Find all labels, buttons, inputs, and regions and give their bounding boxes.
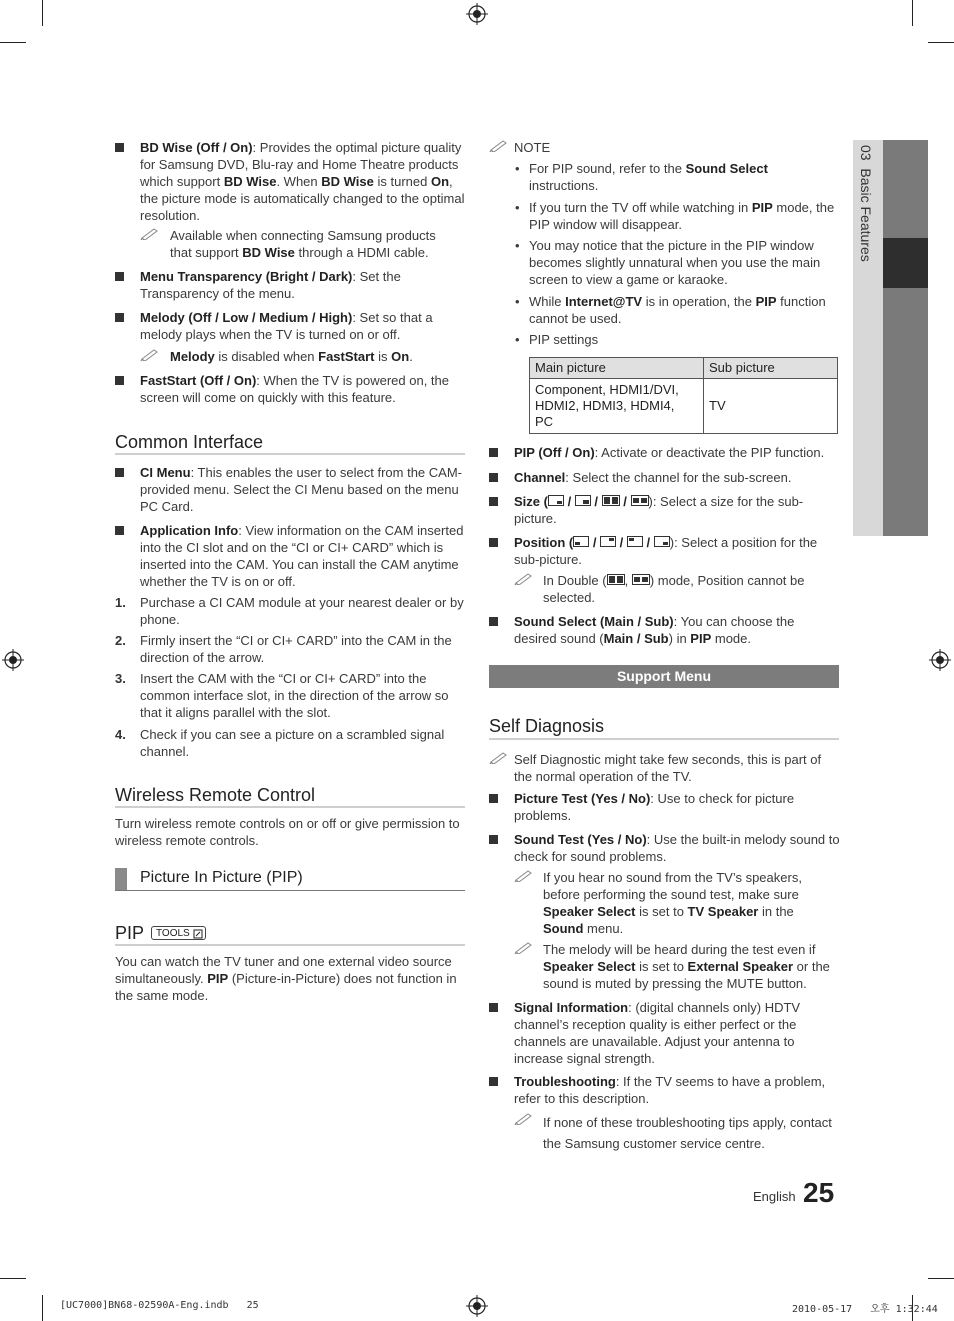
step-number: 1. bbox=[115, 595, 126, 610]
sound-test-note bbox=[543, 869, 843, 937]
troubleshooting-item bbox=[514, 1073, 844, 1107]
melody-item bbox=[140, 309, 470, 343]
item-text: resolution. bbox=[140, 208, 200, 223]
note-text: PIP bbox=[751, 200, 773, 215]
size-double-icon bbox=[607, 574, 625, 585]
item-text: for Samsung DVD, Blu-ray and Home Theatre products bbox=[140, 157, 459, 172]
note-text: Internet@TV bbox=[565, 294, 643, 309]
bullet-icon bbox=[489, 497, 498, 506]
note-pencil-icon bbox=[514, 1111, 534, 1125]
step-text bbox=[140, 726, 470, 760]
item-title: Signal Information bbox=[514, 1000, 629, 1015]
item-text: screen will come on quickly with this feature. bbox=[140, 390, 396, 405]
item-text: the picture mode is automatically changed to the optimal bbox=[140, 191, 465, 206]
note-pencil-icon bbox=[514, 868, 534, 882]
bullet-icon bbox=[489, 538, 498, 547]
item-text: BD Wise bbox=[223, 174, 277, 189]
note-text: In Double ( bbox=[543, 573, 607, 588]
item-text: check for sound problems. bbox=[514, 849, 667, 864]
separator: / bbox=[589, 535, 601, 550]
note-text: Speaker Select bbox=[543, 904, 636, 919]
note-text: before performing the sound test, make sure bbox=[543, 887, 799, 902]
note-text: While bbox=[529, 294, 566, 309]
size-double-wide-icon bbox=[632, 574, 650, 585]
item-text: : You can choose the bbox=[673, 614, 795, 629]
pip-onoff-item bbox=[514, 444, 844, 461]
item-text: : Set the bbox=[352, 269, 401, 284]
note-text: The melody will be heard during the test even if bbox=[543, 942, 816, 957]
bullet-icon bbox=[489, 1003, 498, 1012]
size-large-icon bbox=[575, 495, 591, 506]
registration-target-icon bbox=[2, 649, 24, 671]
item-text: channels are unavailable. Adjust your antenna to bbox=[514, 1034, 795, 1049]
step-line: Check if you can see a picture on a scrambled signal bbox=[140, 727, 445, 742]
note-text: Available when connecting Samsung products bbox=[170, 228, 436, 243]
cell-line: PC bbox=[535, 414, 554, 429]
side-tab-label bbox=[858, 145, 874, 262]
bullet-icon bbox=[115, 468, 124, 477]
item-text: : Set so that a bbox=[352, 310, 433, 325]
note-text: becomes slightly unnatural when you use the main bbox=[529, 255, 821, 270]
heading-rule bbox=[115, 944, 465, 946]
bullet-icon bbox=[489, 473, 498, 482]
table-cell: TV bbox=[704, 379, 838, 434]
note-text: For PIP sound, refer to the bbox=[529, 161, 686, 176]
item-text: ) in bbox=[668, 631, 691, 646]
body-line: simultaneously. bbox=[115, 971, 208, 986]
heading-rule bbox=[489, 738, 839, 740]
note-text: screen to view a game or karaoke. bbox=[529, 272, 728, 287]
step-number: 2. bbox=[115, 633, 126, 648]
item-text: ): Select a position for the bbox=[669, 535, 818, 550]
note-text: function bbox=[776, 294, 826, 309]
body-line: wireless remote controls. bbox=[115, 833, 259, 848]
item-text: Main / Sub bbox=[603, 631, 669, 646]
item-title: Channel bbox=[514, 470, 566, 485]
note-text: Speaker Select bbox=[543, 959, 636, 974]
size-small-icon bbox=[548, 495, 564, 506]
item-text: : When the TV is powered on, the bbox=[256, 373, 449, 388]
separator: / bbox=[590, 494, 602, 509]
registration-target-icon bbox=[929, 649, 951, 671]
bullet-icon bbox=[489, 448, 498, 457]
item-text: inserted into the CAM. You can install the CAM anytime bbox=[140, 557, 459, 572]
table-header-row bbox=[530, 358, 838, 379]
item-text: PC Card. bbox=[140, 499, 194, 514]
channel-item bbox=[514, 469, 844, 486]
position-note bbox=[543, 572, 843, 606]
bullet-icon bbox=[115, 143, 124, 152]
item-text: channel’s reception quality is either perfect or the bbox=[514, 1017, 797, 1032]
bullet-icon bbox=[115, 272, 124, 281]
step-line: that it aligns parallel with the slot. bbox=[140, 705, 331, 720]
troubleshooting-note bbox=[543, 1112, 843, 1154]
item-text: which support bbox=[140, 174, 224, 189]
item-text: is turned bbox=[373, 174, 431, 189]
item-text: whether the TV is on or off. bbox=[140, 574, 296, 589]
item-title: FastStart (Off / On) bbox=[140, 373, 257, 388]
pip-note bbox=[529, 199, 844, 233]
pip-note bbox=[529, 160, 844, 194]
bullet-icon bbox=[115, 313, 124, 322]
note-text: the Samsung customer service centre. bbox=[543, 1136, 765, 1151]
body-line: the same mode. bbox=[115, 988, 209, 1003]
separator: / bbox=[563, 494, 575, 509]
note-text: cannot be used. bbox=[529, 311, 622, 326]
note-pencil-icon bbox=[489, 138, 509, 152]
registration-target-icon bbox=[466, 3, 488, 25]
note-text: through a HDMI cable. bbox=[294, 245, 429, 260]
item-title: Menu Transparency (Bright / Dark) bbox=[140, 269, 353, 284]
note-text: External Speaker bbox=[687, 959, 794, 974]
item-title: Size ( bbox=[514, 494, 548, 509]
separator: / bbox=[616, 535, 627, 550]
note-text: You may notice that the picture in the PIP window bbox=[529, 238, 814, 253]
item-text: : Select the channel for the sub-screen. bbox=[565, 470, 792, 485]
tools-badge bbox=[151, 926, 206, 940]
bullet-icon bbox=[115, 376, 124, 385]
crop-mark bbox=[42, 1295, 43, 1321]
item-text: provided menu. Select the CI Menu based on the menu bbox=[140, 482, 459, 497]
note-text: in the bbox=[758, 904, 794, 919]
note-pencil-icon bbox=[514, 940, 534, 954]
item-text: PIP bbox=[690, 631, 712, 646]
note-text: is set to bbox=[635, 959, 688, 974]
item-text: desired sound ( bbox=[514, 631, 604, 646]
dot-bullet: • bbox=[515, 332, 520, 347]
melody-note bbox=[170, 348, 470, 365]
heading-rule bbox=[115, 806, 465, 808]
note-text: button. bbox=[763, 976, 807, 991]
bullet-icon bbox=[115, 526, 124, 535]
pip-settings-label: PIP settings bbox=[529, 332, 599, 347]
item-text: : Provides the optimal picture quality bbox=[252, 140, 462, 155]
crop-mark bbox=[928, 1278, 954, 1279]
step-line: phone. bbox=[140, 612, 180, 627]
step-line: direction of the arrow. bbox=[140, 650, 265, 665]
separator: / bbox=[642, 535, 654, 550]
bullet-icon bbox=[489, 835, 498, 844]
item-title: Position ( bbox=[514, 535, 574, 550]
table-row bbox=[530, 379, 838, 434]
dot-bullet: • bbox=[515, 161, 520, 176]
body-line: Turn wireless remote controls on or off or give permission to bbox=[115, 816, 460, 831]
item-text: BD Wise bbox=[321, 174, 374, 189]
note-text: PIP bbox=[755, 294, 777, 309]
note-text: Sound bbox=[543, 921, 584, 936]
note-text: mode, the bbox=[772, 200, 835, 215]
step-text bbox=[140, 594, 470, 628]
body-line: (Picture-in-Picture) does not function in bbox=[228, 971, 457, 986]
item-title: PIP (Off / On) bbox=[514, 445, 595, 460]
item-text: : If the TV seems to have a problem, bbox=[615, 1074, 826, 1089]
cell-line: HDMI2, HDMI3, HDMI4, bbox=[535, 398, 675, 413]
note-text: If you hear no sound from the TV’s speakers, bbox=[543, 870, 802, 885]
pip-section-title: Picture In Picture (PIP) bbox=[140, 869, 303, 886]
item-text: , bbox=[449, 174, 453, 189]
note-text: menu. bbox=[583, 921, 624, 936]
signal-information-item bbox=[514, 999, 844, 1067]
size-item bbox=[514, 493, 844, 527]
note-label: NOTE bbox=[514, 140, 551, 155]
sound-test-note bbox=[543, 941, 843, 992]
note-text: is set to bbox=[635, 904, 688, 919]
item-text: problems. bbox=[514, 808, 572, 823]
item-text: into the CI slot and on the “CI or CI+ CARD” which is bbox=[140, 540, 444, 555]
bullet-icon bbox=[489, 1077, 498, 1086]
table-cell bbox=[530, 379, 704, 434]
dot-bullet: • bbox=[515, 238, 520, 253]
common-interface-heading: Common Interface bbox=[115, 432, 264, 452]
side-tab-dark bbox=[883, 140, 928, 536]
note-text: sound is muted by pressing the bbox=[543, 976, 727, 991]
crop-mark bbox=[928, 42, 954, 43]
size-double-icon bbox=[602, 495, 620, 506]
item-text: increase signal strength. bbox=[514, 1051, 655, 1066]
dot-bullet: • bbox=[515, 294, 520, 309]
item-text: Transparency of the menu. bbox=[140, 286, 295, 301]
note-text: Melody bbox=[170, 349, 215, 364]
position-top-left-icon bbox=[627, 536, 643, 547]
menu-transparency-item bbox=[140, 268, 470, 302]
note-text: , bbox=[624, 573, 632, 588]
note-text: selected. bbox=[543, 590, 596, 605]
wireless-remote-text bbox=[115, 815, 470, 849]
size-double-wide-icon bbox=[631, 495, 649, 506]
step-line: channel. bbox=[140, 744, 190, 759]
item-text: melody plays when the TV is turned on or off. bbox=[140, 327, 401, 342]
item-title: BD Wise (Off / On) bbox=[140, 140, 253, 155]
section-marker bbox=[115, 868, 127, 890]
print-file-info: [UC7000]BN68-02590A-Eng.indb 25 bbox=[60, 1300, 259, 1311]
faststart-item bbox=[140, 372, 470, 406]
item-title: Application Info bbox=[140, 523, 239, 538]
item-text: mode. bbox=[711, 631, 752, 646]
item-text: refer to this description. bbox=[514, 1091, 650, 1106]
support-menu-bar: Support Menu bbox=[489, 665, 839, 688]
separator: / bbox=[619, 494, 631, 509]
item-text: ): Select a size for the sub- bbox=[648, 494, 804, 509]
note-text: Self Diagnostic might take few seconds, this is part of bbox=[514, 752, 822, 767]
print-date-info: 2010-05-17 오후 1:32:44 bbox=[792, 1304, 938, 1315]
dot-bullet: • bbox=[515, 200, 520, 215]
note-text: Sound Select bbox=[685, 161, 768, 176]
note-text: is in operation, the bbox=[642, 294, 756, 309]
sound-test-item bbox=[514, 831, 844, 865]
step-number: 3. bbox=[115, 671, 126, 686]
item-title: Troubleshooting bbox=[514, 1074, 616, 1089]
body-line: You can watch the TV tuner and one external video source bbox=[115, 954, 452, 969]
note-text: the normal operation of the TV. bbox=[514, 769, 692, 784]
note-text: instructions. bbox=[529, 178, 599, 193]
step-line: Insert the CAM with the “CI or CI+ CARD” into the bbox=[140, 671, 427, 686]
note-text: If none of these troubleshooting tips apply, contact bbox=[543, 1115, 832, 1130]
item-text: sub-picture. bbox=[514, 552, 582, 567]
item-text: : Use to check for picture bbox=[650, 791, 795, 806]
crop-mark bbox=[912, 0, 913, 26]
ci-menu-item bbox=[140, 464, 470, 515]
item-title: Sound Select (Main / Sub) bbox=[514, 614, 674, 629]
tools-icon bbox=[193, 929, 203, 939]
step-number: 4. bbox=[115, 727, 126, 742]
side-tab-marker bbox=[883, 238, 928, 288]
pip-heading: PIP bbox=[115, 923, 145, 943]
note-text: If you turn the TV off while watching in bbox=[529, 200, 752, 215]
cell-line: Component, HDMI1/DVI, bbox=[535, 382, 679, 397]
position-item bbox=[514, 534, 844, 568]
item-text: picture. bbox=[514, 511, 557, 526]
registration-target-icon bbox=[466, 1295, 488, 1317]
pip-note bbox=[529, 237, 844, 288]
note-text: BD Wise bbox=[242, 245, 295, 260]
chapter-number: 03 bbox=[858, 145, 874, 161]
crop-mark bbox=[0, 1278, 26, 1279]
tools-label: TOOLS bbox=[156, 928, 190, 939]
chapter-title: Basic Features bbox=[858, 168, 874, 262]
note-pencil-icon bbox=[140, 226, 160, 240]
bullet-icon bbox=[489, 617, 498, 626]
position-bottom-left-icon bbox=[573, 536, 589, 547]
heading-rule bbox=[115, 453, 465, 455]
self-diagnosis-note bbox=[514, 751, 844, 785]
crop-mark bbox=[42, 0, 43, 26]
position-bottom-right-icon bbox=[654, 536, 670, 547]
note-pencil-icon bbox=[140, 347, 160, 361]
note-text: PIP window will disappear. bbox=[529, 217, 682, 232]
item-text: : View information on the CAM inserted bbox=[238, 523, 464, 538]
pip-settings-table bbox=[529, 357, 838, 434]
note-text: ) mode, Position cannot be bbox=[649, 573, 805, 588]
position-top-right-icon bbox=[600, 536, 616, 547]
note-text: . bbox=[409, 349, 413, 364]
picture-test-item bbox=[514, 790, 844, 824]
self-diagnosis-heading: Self Diagnosis bbox=[489, 716, 605, 736]
bd-wise-item bbox=[140, 139, 470, 224]
item-text: On bbox=[430, 174, 450, 189]
item-text: : This enables the user to select from the CAM- bbox=[190, 465, 462, 480]
table-header: Sub picture bbox=[704, 358, 838, 379]
note-text: that support bbox=[170, 245, 243, 260]
note-text: is disabled when bbox=[214, 349, 319, 364]
note-pencil-icon bbox=[489, 750, 509, 764]
item-text: : Use the built-in melody sound to bbox=[646, 832, 840, 847]
note-text: On bbox=[391, 349, 410, 364]
note-pencil-icon bbox=[514, 571, 534, 585]
note-text: is bbox=[374, 349, 392, 364]
footer-language: English bbox=[753, 1189, 796, 1204]
item-title: Sound Test (Yes / No) bbox=[514, 832, 647, 847]
note-text: FastStart bbox=[318, 349, 375, 364]
item-title: CI Menu bbox=[140, 465, 191, 480]
item-title: Melody (Off / Low / Medium / High) bbox=[140, 310, 353, 325]
note-text: or the bbox=[793, 959, 830, 974]
application-info-item bbox=[140, 522, 470, 590]
item-text: : Activate or deactivate the PIP function. bbox=[594, 445, 825, 460]
body-line: PIP bbox=[207, 971, 229, 986]
step-line: Firmly insert the “CI or CI+ CARD” into the CAM in the bbox=[140, 633, 452, 648]
step-line: common interface slot, in the direction of the arrow so bbox=[140, 688, 449, 703]
step-text bbox=[140, 632, 470, 666]
item-text: . When bbox=[276, 174, 322, 189]
item-text: : (digital channels only) HDTV bbox=[628, 1000, 801, 1015]
section-rule bbox=[115, 890, 465, 891]
bullet-icon bbox=[489, 794, 498, 803]
bd-wise-note bbox=[170, 227, 470, 261]
crop-mark bbox=[0, 42, 26, 43]
sound-select-item bbox=[514, 613, 844, 647]
wireless-remote-heading: Wireless Remote Control bbox=[115, 785, 316, 805]
page-number: 25 bbox=[803, 1177, 835, 1208]
pip-note bbox=[529, 293, 844, 327]
note-text: MUTE bbox=[726, 976, 764, 991]
pip-description bbox=[115, 953, 470, 1004]
note-text: TV Speaker bbox=[687, 904, 759, 919]
table-header: Main picture bbox=[530, 358, 704, 379]
step-line: Purchase a CI CAM module at your nearest dealer or by bbox=[140, 595, 464, 610]
item-title: Picture Test (Yes / No) bbox=[514, 791, 651, 806]
step-text bbox=[140, 670, 470, 721]
